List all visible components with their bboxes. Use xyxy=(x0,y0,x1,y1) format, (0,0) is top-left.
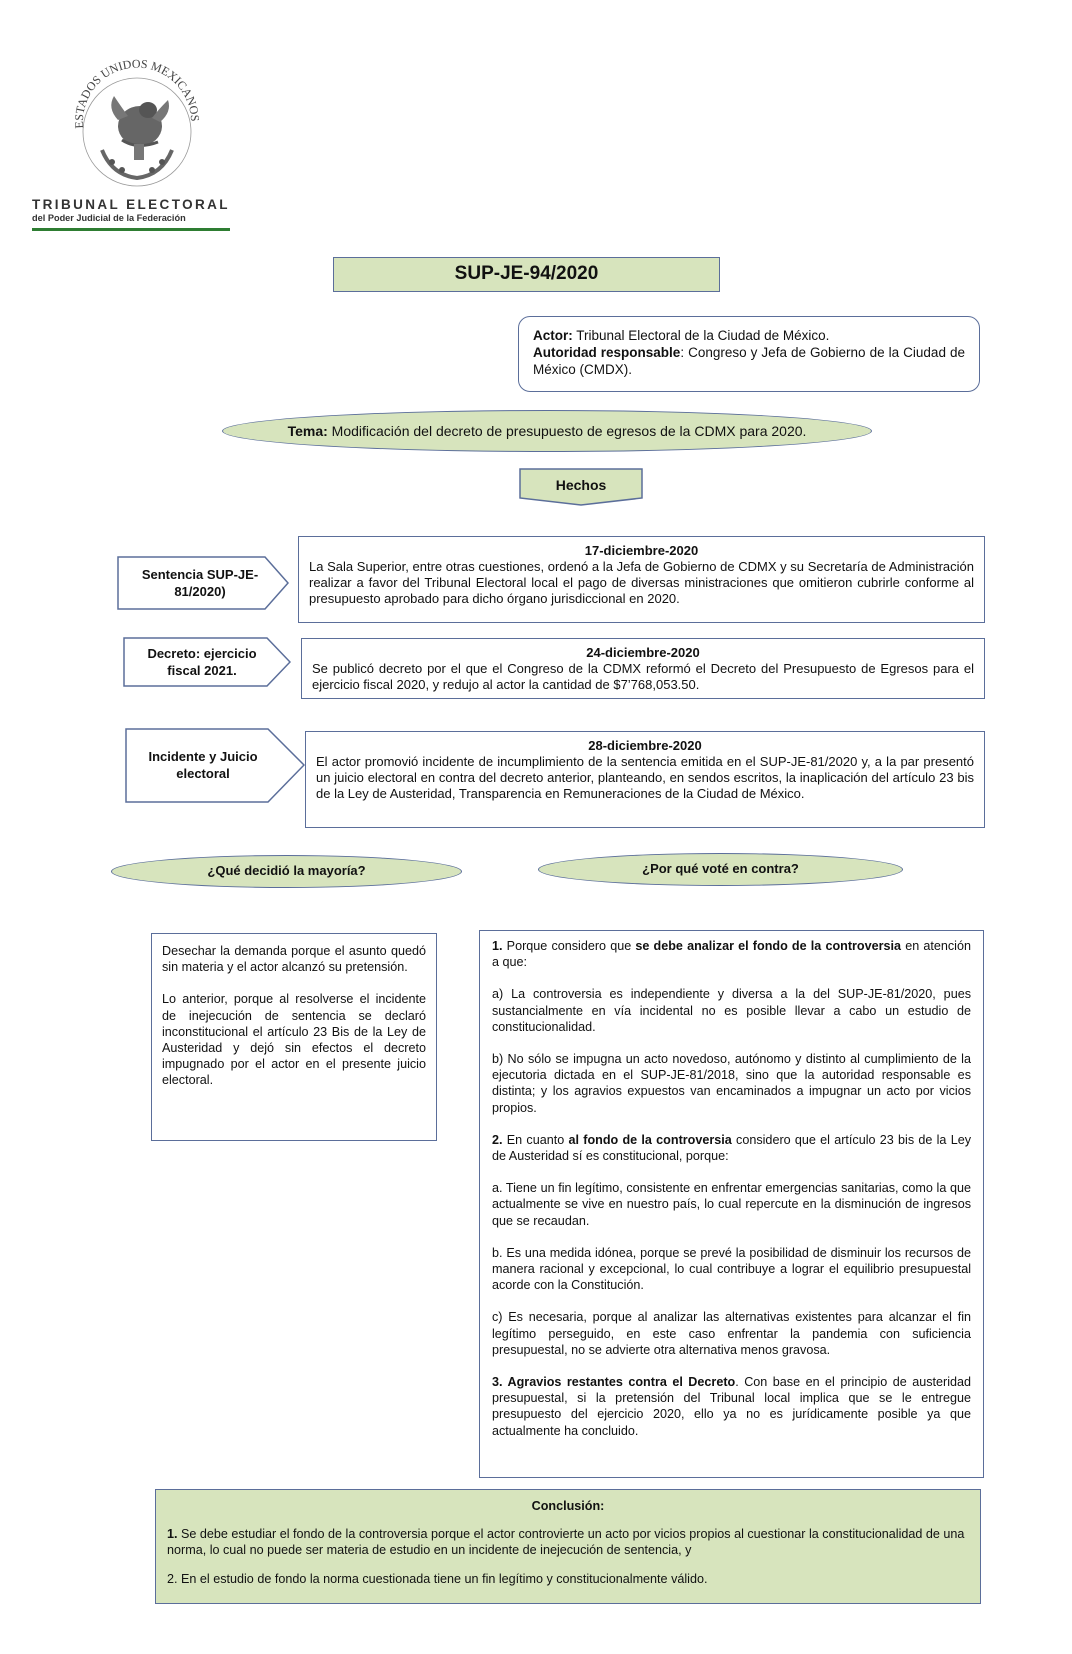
dissent-point-3 xyxy=(492,1374,971,1439)
parties-box xyxy=(518,316,980,392)
authority-value: : Congreso y Jefa de Gobierno de la Ciudad de México (CMDX). xyxy=(533,345,965,377)
point-emphasis: 3. Agravios restantes contra el Decreto xyxy=(492,1375,736,1390)
majority-paragraph-1: Desechar la demanda porque el asunto quedó sin materia y el actor alcanzó su pretensión. xyxy=(162,944,426,975)
fact-tag-3-label: Incidente y Juicio electoral xyxy=(148,749,258,781)
point-number: 1. xyxy=(167,1527,178,1542)
fact-tag-3 xyxy=(125,728,305,803)
authority-label: Autoridad responsable xyxy=(533,345,681,360)
fact-text-1: La Sala Superior, entre otras cuestiones, ordenó a la Jefa de Gobierno de CDMX y su Secretaría de Administración realizar a favor del Tribunal Electoral local el pago de diversas ministraciones que omitieron cubrirle conforme al presupuesto aprobado para dicho órgano jurisdiccional en 2020. xyxy=(309,559,974,606)
point-emphasis: al fondo de la controversia xyxy=(568,1132,732,1147)
facts-heading xyxy=(519,468,643,506)
conclusion-box xyxy=(155,1489,981,1604)
fact-tag-2 xyxy=(123,637,291,687)
majority-paragraph-2: Lo anterior, porque al resolverse el incidente de inejecución de sentencia se declaró inconstitucional el artículo 23 Bis de la Ley de Austeridad y dejó sin efectos el decreto impugnado por el actor en el presente juicio electoral. xyxy=(162,992,426,1088)
org-subtitle: del Poder Judicial de la Federación xyxy=(32,213,186,223)
point-text: en atención a que: xyxy=(492,939,971,970)
majority-box xyxy=(151,933,437,1141)
dissent-point-2b: b. Es una medida idónea, porque se prevé la posibilidad de disminuir los recursos de manera racional y excepcional, lo cual contribuye a lograr el equilibrio presupuestal acorde con la Constitución. xyxy=(492,1245,971,1293)
conclusion-title: Conclusión: xyxy=(531,1499,605,1513)
topic-label: Tema: xyxy=(287,423,328,439)
majority-heading: ¿Qué decidió la mayoría? xyxy=(111,855,462,888)
actor-value: Tribunal Electoral de la Ciudad de México. xyxy=(572,328,830,343)
fact-date-1: 17-diciembre-2020 xyxy=(584,543,699,558)
point-text: . Con base en el principio de austeridad presupuestal, si la pretensión del Tribunal local implica que se le entregue presupuesto del ejercicio 2020, ello ya no es jurídicamente posible ya que actualmente ha concluido. xyxy=(492,1375,972,1438)
dissent-point-2 xyxy=(492,1132,971,1164)
dissent-point-1a: a) La controversia es independiente y diversa a la del SUP-JE-81/2020, pues sustancialmente en vía incidental no es posible llevar a cabo un estudio de constitucionalidad. xyxy=(492,987,971,1034)
dissent-box xyxy=(479,930,984,1478)
fact-box-3 xyxy=(305,731,985,828)
fact-box-2 xyxy=(301,638,985,699)
national-seal xyxy=(62,50,212,200)
point-number: 2. xyxy=(492,1132,503,1147)
fact-tag-2-label: Decreto: ejercicio fiscal 2021. xyxy=(147,646,257,678)
point-text: En cuanto xyxy=(502,1132,569,1147)
dissent-point-2c: c) Es necesaria, porque al analizar las alternativas existentes para alcanzar el fin legítimo perseguido, en este caso enfrentar la pandemia con suficiencia presupuestal, no se advierte otra alternativa menos gravosa. xyxy=(492,1310,971,1357)
point-emphasis: se debe analizar el fondo de la controversia xyxy=(635,939,902,953)
actor-label: Actor: xyxy=(533,328,573,343)
point-text: considero que el artículo 23 bis de la Ley de Austeridad sí es constitucional, porque: xyxy=(492,1132,971,1164)
point-text: Se debe estudiar el fondo de la controversia porque el actor controvierte un acto por vicios propios al cuestionar la constitucionalidad de una norma, lo cual no puede ser materia de estudio en un incidente de inejecución de sentencia, y xyxy=(167,1527,965,1558)
fact-text-3: El actor promovió incidente de incumplimiento de la sentencia emitida en el SUP-JE-81/2020 y, a la par presentó un juicio electoral en contra del decreto anterior, planteando, en sendos escritos, la inaplicación del artículo 23 bis de la Ley de Austeridad, Transparencia en Remuneraciones de la Ciudad de México. xyxy=(316,754,974,801)
conclusion-point-1 xyxy=(167,1526,969,1558)
org-name: TRIBUNAL ELECTORAL xyxy=(32,197,230,212)
facts-heading-label: Hechos xyxy=(555,477,607,493)
dissent-heading: ¿Por qué voté en contra? xyxy=(538,853,903,886)
fact-tag-1 xyxy=(117,556,289,610)
point-text: Porque considero que xyxy=(502,939,636,953)
dissent-point-2a: a. Tiene un fin legítimo, consistente en enfrentar emergencias sanitarias, como la que actualmente se vive en nuestro país, lo cual repercute en la disminución de ingresos que se recaudan. xyxy=(492,1181,971,1228)
fact-box-1 xyxy=(298,536,985,623)
topic-ellipse xyxy=(222,410,872,452)
logo-underline xyxy=(32,228,230,231)
conclusion-point-2: 2. En el estudio de fondo la norma cuestionada tiene un fin legítimo y constitucionalmente válido. xyxy=(167,1571,708,1586)
case-title: SUP-JE-94/2020 xyxy=(333,257,720,292)
fact-text-2: Se publicó decreto por el que el Congreso de la CDMX reformó el Decreto del Presupuesto de Egresos para el ejercicio fiscal 2020, y redujo al actor la cantidad de $7’768,053.50. xyxy=(312,661,974,692)
dissent-point-1b: b) No sólo se impugna un acto novedoso, autónomo y distinto al cumplimiento de la ejecutoria dictada en el SUP-JE-81/2018, sino que la autoridad responsable es distinta; y los agravios expuestos van encaminados a impugnar un acto por vicios propios. xyxy=(492,1052,971,1115)
topic-value: Modificación del decreto de presupuesto de egresos de la CDMX para 2020. xyxy=(327,423,807,439)
svg-text:ESTADOS UNIDOS MEXICANOS: ESTADOS UNIDOS MEXICANOS xyxy=(71,56,203,129)
dissent-point-1 xyxy=(492,938,971,970)
fact-date-2: 24-diciembre-2020 xyxy=(586,645,700,660)
point-number: 1. xyxy=(492,939,503,953)
fact-date-3: 28-diciembre-2020 xyxy=(588,738,702,753)
fact-tag-1-label: Sentencia SUP-JE-81/2020) xyxy=(141,567,259,599)
